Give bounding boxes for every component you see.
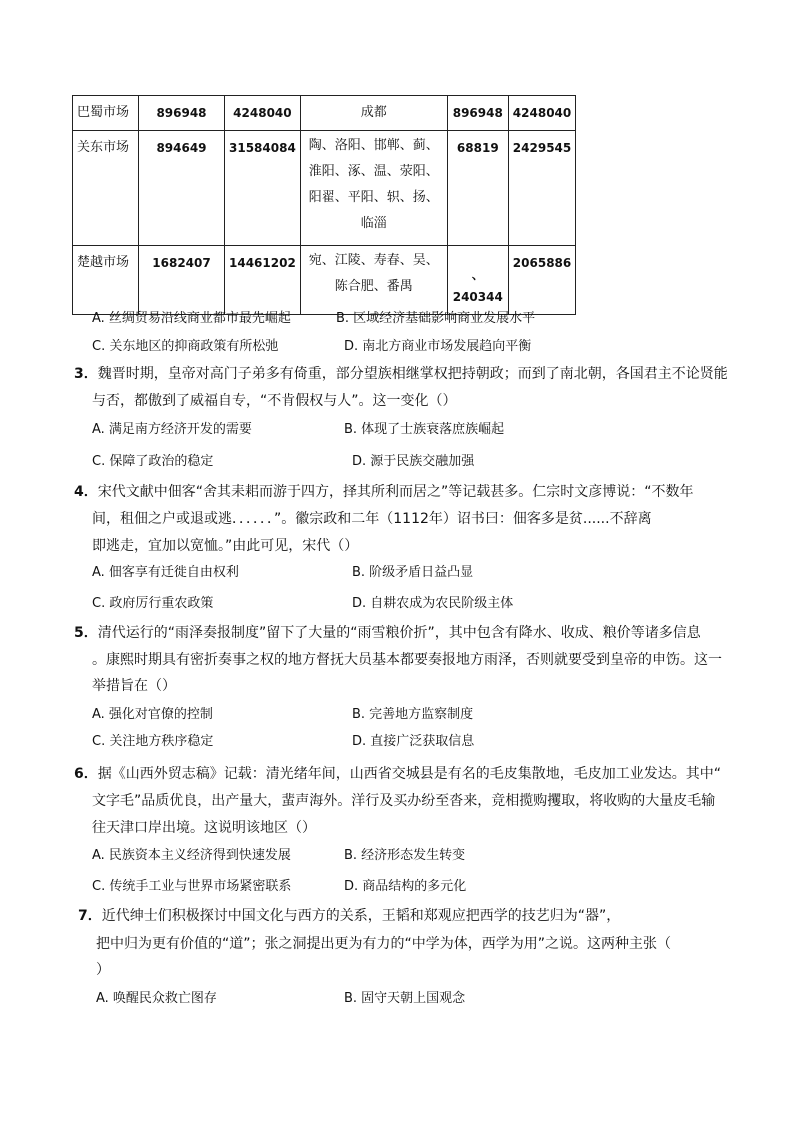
question-7-line-2: 把中归为更有价值的“道”；张之洞提出更为有力的“中学为体，西学为用”之说。这两种主张（: [96, 936, 672, 952]
q2-option-b[interactable]: B. 区域经济基础影响商业发展水平: [336, 311, 536, 326]
table-cell: 、 240344: [447, 246, 508, 315]
table-row: [73, 131, 576, 246]
q6-option-a[interactable]: A. 民族资本主义经济得到快速发展: [92, 848, 291, 863]
table-cell: 894649: [139, 131, 225, 246]
q2-option-d[interactable]: D. 南北方商业市场发展趋向平衡: [344, 339, 532, 354]
question-4-line-1: [74, 483, 694, 501]
q6-option-d[interactable]: D. 商品结构的多元化: [344, 879, 467, 894]
cities-line: 阳翟、平阳、轵、扬、: [308, 190, 439, 205]
table-row: [73, 96, 576, 131]
cities-line: 陈合肥、番禺: [334, 279, 413, 294]
q7-option-a[interactable]: A. 唤醒民众救亡图存: [96, 991, 217, 1006]
question-number: 5．: [74, 625, 98, 641]
cities-line: 宛、江陵、寿春、吴、: [308, 253, 439, 268]
q3-option-b[interactable]: B. 体现了士族衰落庶族崛起: [344, 422, 505, 437]
question-number: 6．: [74, 766, 98, 782]
question-5-line-1: [74, 624, 701, 642]
q5-option-d[interactable]: D. 直接广泛获取信息: [352, 734, 475, 749]
q7-option-b[interactable]: B. 固守天朝上国观念: [344, 991, 466, 1006]
q5-option-a[interactable]: A. 强化对官僚的控制: [92, 707, 213, 722]
cities-line: 淮阳、涿、温、荥阳、: [308, 164, 439, 179]
table-cell: 31584084: [225, 131, 301, 246]
question-7-line-1: [78, 907, 620, 925]
question-text: 近代绅士们积极探讨中国文化与西方的关系，王韬和郑观应把西学的技艺归为“器”，: [101, 908, 621, 924]
table-cell: 4248040: [508, 96, 575, 131]
market-data-table: [72, 95, 576, 315]
cities-cell: [300, 246, 447, 315]
table-cell: 2429545: [508, 131, 575, 246]
question-5-line-3: 举措旨在（）: [92, 678, 176, 694]
cities-line: 成都: [360, 105, 387, 120]
q4-option-c[interactable]: C. 政府厉行重农政策: [92, 596, 214, 611]
question-4-line-3: 即逃走，宜加以宽恤。”由此可见，宋代（）: [92, 538, 359, 554]
table-cell: 896948: [139, 96, 225, 131]
q5-option-c[interactable]: C. 关注地方秩序稳定: [92, 734, 214, 749]
question-6-line-1: [74, 765, 721, 783]
table-cell: 1682407: [139, 246, 225, 315]
question-text: 据《山西外贸志稿》记载：清光绪年间，山西省交城县是有名的毛皮集散地，毛皮加工业发达。其中“: [97, 766, 722, 782]
q4-option-b[interactable]: B. 阶级矛盾日益凸显: [352, 565, 474, 580]
question-number: 7．: [78, 908, 102, 924]
table-cell: 68819: [447, 131, 508, 246]
q5-option-b[interactable]: B. 完善地方监察制度: [352, 707, 474, 722]
cities-line: 临淄: [360, 216, 387, 231]
question-text: 魏晋时期，皇帝对高门子弟多有倚重，部分望族相继掌权把持朝政；而到了南北朝，各国君主不论贤能: [97, 366, 728, 382]
question-7-line-3: ）: [96, 962, 110, 978]
table-cell: 896948: [447, 96, 508, 131]
q3-option-a[interactable]: A. 满足南方经济开发的需要: [92, 422, 252, 437]
question-text: 清代运行的“雨泽奏报制度”留下了大量的“雨雪粮价折”，其中包含有降水、收成、粮价等诸多信息: [97, 625, 701, 641]
question-3-line-2: 与否，都傲到了威福自专，“不肯假权与人”。这一变化（）: [92, 393, 457, 409]
q2-option-a[interactable]: A. 丝绸贸易沿线商业都市最先崛起: [92, 311, 291, 326]
question-text: 宋代文献中佃客“舍其耒耜而游于四方，择其所利而居之”等记载甚多。仁宗时文彦博说：“不数年: [97, 484, 694, 500]
question-5-line-2: 。康熙时期具有密折奏事之权的地方督抚大员基本都要奏报地方雨泽，否则就要受到皇帝的申饬。这一: [92, 652, 722, 668]
q6-option-c[interactable]: C. 传统手工业与世界市场紧密联系: [92, 879, 292, 894]
table-cell: 14461202: [225, 246, 301, 315]
q4-option-d[interactable]: D. 自耕农成为农民阶级主体: [352, 596, 514, 611]
market-name: 楚越市场: [73, 246, 139, 315]
table-cell: 2065886: [508, 246, 575, 315]
q6-option-b[interactable]: B. 经济形态发生转变: [344, 848, 466, 863]
table-cell: 4248040: [225, 96, 301, 131]
question-6-line-2: 文字毛”品质优良，出产量大，蜚声海外。洋行及买办纷至沓来，竞相揽购攫取，将收购的大量皮毛输: [92, 793, 716, 809]
market-name: 巴蜀市场: [73, 96, 139, 131]
cities-line: 陶、洛阳、邯郸、蓟、: [308, 138, 439, 153]
question-3-line-1: [74, 365, 728, 383]
question-6-line-3: 往天津口岸出境。这说明该地区（）: [92, 820, 316, 836]
q4-option-a[interactable]: A. 佃客享有迁徙自由权利: [92, 565, 239, 580]
market-name: 关东市场: [73, 131, 139, 246]
question-number: 3．: [74, 366, 98, 382]
question-number: 4．: [74, 484, 98, 500]
question-4-line-2: 间，租佃之户或退或逃．．．．．．”。徽宗政和二年（1112年）诏书曰：佃客多是贫......不辞离: [92, 511, 652, 527]
cities-cell: [300, 131, 447, 246]
q3-option-d[interactable]: D. 源于民族交融加强: [352, 454, 475, 469]
cities-cell: [300, 96, 447, 131]
q3-option-c[interactable]: C. 保障了政治的稳定: [92, 454, 214, 469]
q2-option-c[interactable]: C. 关东地区的抑商政策有所松弛: [92, 339, 279, 354]
table-row: [73, 246, 576, 315]
